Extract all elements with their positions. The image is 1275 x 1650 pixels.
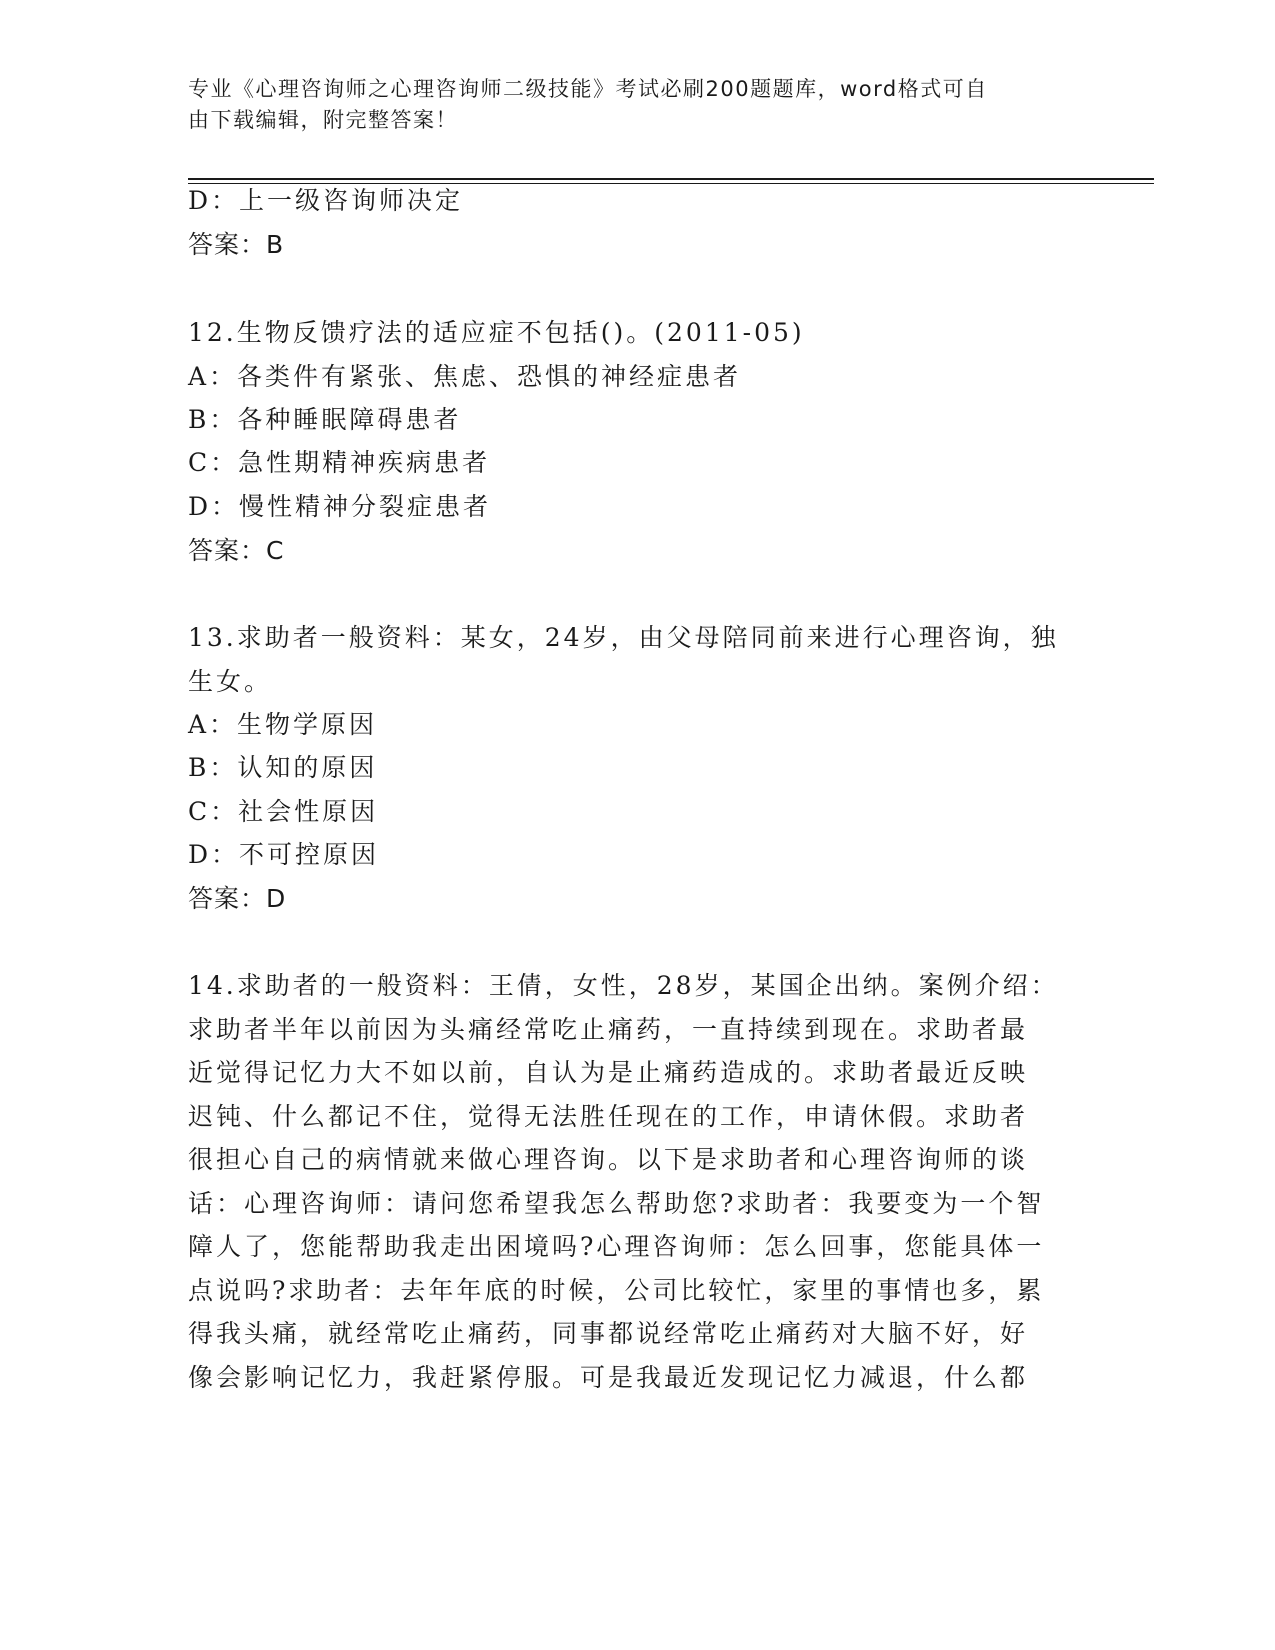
q13-option-b: B：认知的原因: [188, 753, 378, 782]
q12-stem: 12.生物反馈疗法的适应症不包括()。(2011-05): [188, 318, 805, 347]
header-line-1: 专业《心理咨询师之心理咨询师二级技能》考试必刷200题题库，word格式可自: [188, 77, 988, 101]
q14-line: 近觉得记忆力大不如以前，自认为是止痛药造成的。求助者最近反映: [188, 1058, 1029, 1087]
q14-line: 话：心理咨询师：请问您希望我怎么帮助您?求助者：我要变为一个智: [188, 1189, 1045, 1218]
q13-option-a: A：生物学原因: [188, 710, 378, 739]
q14-line: 点说吗?求助者：去年年底的时候，公司比较忙，家里的事情也多，累: [188, 1276, 1045, 1305]
q12-option-c: C：急性期精神疾病患者: [188, 448, 491, 477]
header-divider-thick: [188, 178, 1154, 180]
q14-line: 障人了，您能帮助我走出困境吗?心理咨询师：怎么回事，您能具体一: [188, 1232, 1045, 1261]
header-line-2: 由下载编辑，附完整答案！: [188, 108, 458, 132]
q13-stem-line-1: 13.求助者一般资料：某女，24岁，由父母陪同前来进行心理咨询，独: [188, 623, 1059, 652]
q13-option-c: C：社会性原因: [188, 797, 379, 826]
q14-line: 求助者半年以前因为头痛经常吃止痛药，一直持续到现在。求助者最: [188, 1015, 1029, 1044]
q14-line: 迟钝、什么都记不住，觉得无法胜任现在的工作，申请休假。求助者: [188, 1102, 1029, 1131]
q13-stem-line-2: 生女。: [188, 667, 273, 696]
document-header: [188, 74, 1068, 136]
q12-option-a: A：各类件有紧张、焦虑、恐惧的神经症患者: [188, 362, 742, 391]
q12-answer: 答案：C: [188, 536, 285, 565]
q14-line: 像会影响记忆力，我赶紧停服。可是我最近发现记忆力减退，什么都: [188, 1363, 1029, 1392]
q13-answer: 答案：D: [188, 884, 287, 913]
q11-option-d: D：上一级咨询师决定: [188, 186, 464, 215]
q14-line: 很担心自己的病情就来做心理咨询。以下是求助者和心理咨询师的谈: [188, 1145, 1029, 1174]
header-divider-thin: [188, 183, 1154, 184]
q11-answer: 答案：B: [188, 230, 285, 259]
q13-option-d: D：不可控原因: [188, 840, 380, 869]
q14-line: 得我头痛，就经常吃止痛药，同事都说经常吃止痛药对大脑不好，好: [188, 1319, 1029, 1348]
q12-option-b: B：各种睡眠障碍患者: [188, 405, 462, 434]
q12-option-d: D：慢性精神分裂症患者: [188, 492, 492, 521]
q14-line: 14.求助者的一般资料：王倩，女性，28岁，某国企出纳。案例介绍：: [188, 971, 1059, 1000]
